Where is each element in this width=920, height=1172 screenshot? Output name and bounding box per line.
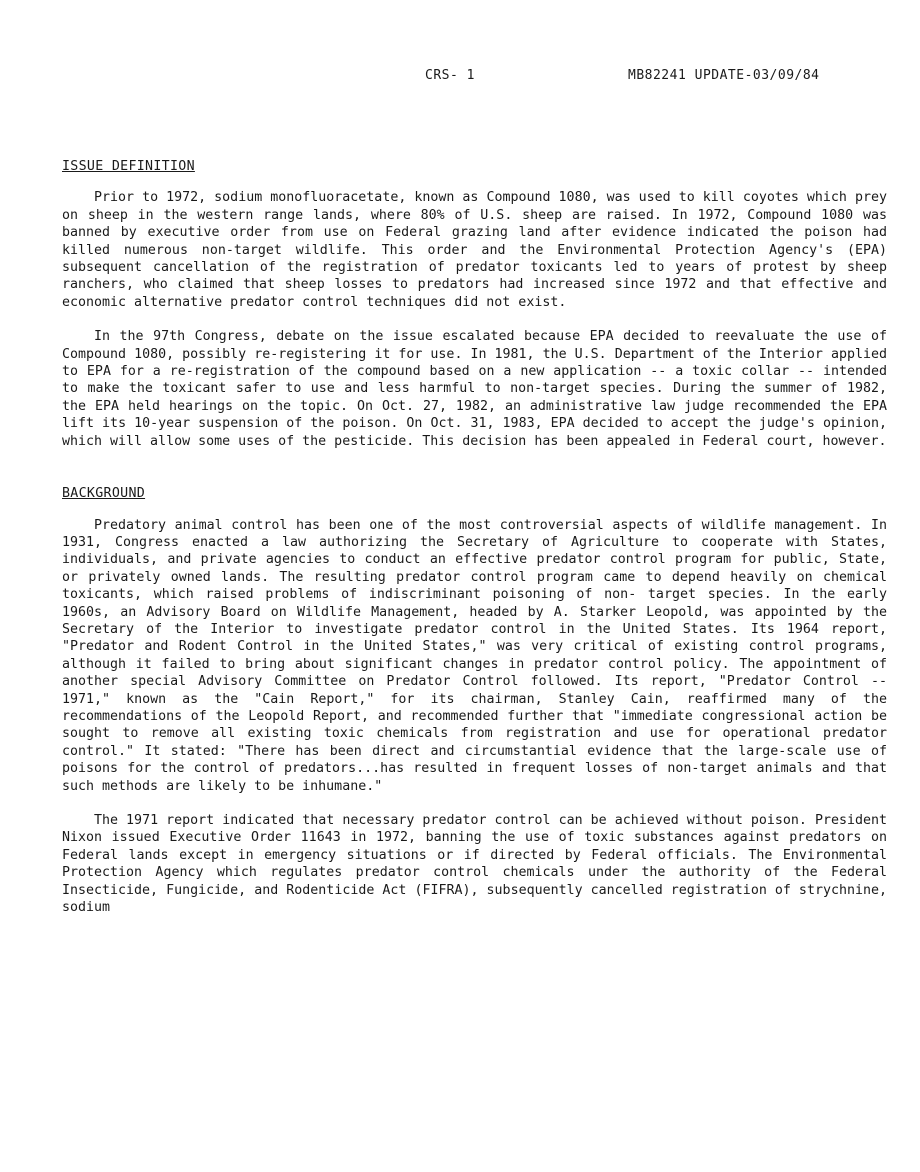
section-spacer	[62, 467, 887, 485]
report-number: CRS- 1	[425, 68, 475, 83]
paragraph: In the 97th Congress, debate on the issue escalated because EPA decided to reevaluate the use of Compound 1080, possibly re-registering it for use. In 1981, the U.S. Department of the Interior applied to EPA for a re-registration of the compound based on a new application -- a toxic collar -- intended to make the toxicant safer to use and less harmful to non-target species. During the summer of 1982, the EPA held hearings on the topic. On Oct. 27, 1982, an administrative law judge recommended the EPA lift its 10-year suspension of the poison. On Oct. 31, 1983, EPA decided to accept the judge's opinion, which will allow some uses of the pesticide. This decision has been appealed in Federal court, however.	[62, 329, 887, 449]
paragraph: The 1971 report indicated that necessary predator control can be achieved without poison. President Nixon issued Executive Order 11643 in 1972, banning the use of toxic substances against predators on Federal lands except in emergency situations or if directed by Federal officials. The Environmental Protection Agency which regulates predator control chemicals under the authority of the Federal Insecticide, Fungicide, and Rodenticide Act (FIFRA), subsequently cancelled registration of strychnine, sodium	[62, 813, 887, 916]
section-heading: BACKGROUND	[62, 486, 146, 502]
document-body	[62, 158, 887, 933]
update-stamp: MB82241 UPDATE-03/09/84	[628, 68, 820, 83]
paragraph: Predatory animal control has been one of the most controversial aspects of wildlife management. In 1931, Congress enacted a law authorizing the Secretary of Agriculture to cooperate with States, individuals, and private agencies to conduct an effective predator control program for public, State, or privately owned lands. The resulting predator control program came to depend heavily on chemical toxicants, which raised problems of indiscriminant poisoning of non- target species. In the early 1960s, an Advisory Board on Wildlife Management, headed by A. Starker Leopold, was appointed by the Secretary of the Interior to investigate predator control in the United States. Its 1964 report, "Predator and Rodent Control in the United States," was very critical of existing control programs, although it failed to bring about significant changes in predator control policy. The appointment of another special Advisory Committee on Predator Control followed. Its report, "Predator Control -- 1971," known as the "Cain Report," for its chairman, Stanley Cain, reaffirmed many of the recommendations of the Leopold Report, and recommended further that "immediate congressional action be sought to remove all existing toxic chemicals from registration and use for operational predator control." It stated: "There has been direct and circumstantial evidence that the large-scale use of poisons for the control of predators...has resulted in frequent losses of non-target animals and that such methods are likely to be inhumane."	[62, 517, 887, 794]
section-heading: ISSUE DEFINITION	[62, 159, 195, 174]
page-header	[0, 68, 920, 88]
section-background	[62, 485, 887, 916]
paragraph: Prior to 1972, sodium monofluoracetate, known as Compound 1080, was used to kill coyotes which prey on sheep in the western range lands, where 80% of U.S. sheep are raised. In 1972, Compound 1080 was banned by executive order from use on Federal grazing land after evidence indicated the poison had killed numerous non-target wildlife. This order and the Environmental Protection Agency's (EPA) subsequent cancellation of the registration of predator toxicants led to years of protest by sheep ranchers, who claimed that sheep losses to predators had increased since 1972 and that effective and economic alternative predator control techniques did not exist.	[62, 190, 887, 310]
section-issue-definition	[62, 158, 887, 450]
